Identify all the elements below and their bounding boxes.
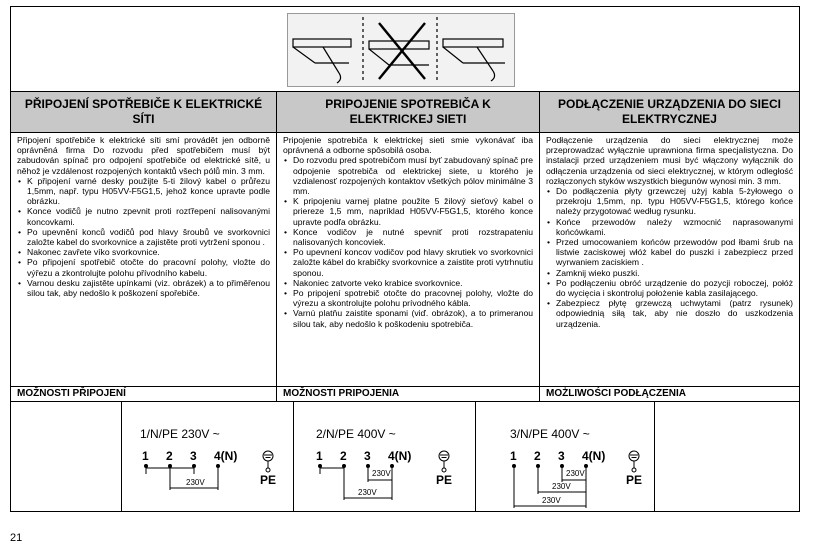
terminal-label: 3 xyxy=(190,449,197,463)
voltage-label: 230V xyxy=(358,488,377,497)
supply-label: 2/N/PE 400V ~ xyxy=(316,427,396,441)
page-number: 21 xyxy=(10,532,23,544)
connection-options-heading-pl: MOŻLIWOŚCI PODŁĄCZENIA xyxy=(546,388,686,399)
list-item: • Po připojení spotřebič otočte do pracovní polohy, vložte do výřezu a zkontrolujte polohu přívodního kabelu. xyxy=(17,257,270,277)
terminal-label: 4(N) xyxy=(214,449,238,463)
instruction-list xyxy=(283,155,533,328)
terminal-label: 3 xyxy=(364,449,371,463)
list-item: • Po pripojení spotrebič otočte do pracovnej polohy, vložte do výrezu a skontrolujte polohu prívodného kábla. xyxy=(283,288,533,308)
earth-icon xyxy=(629,451,639,472)
list-item: • Przed umocowaniem końców przewodów pod łbami śrub na listwie zaciskowej włóż kabel do puszki i zabezpiecz przed wyrwaniem zaciskiem . xyxy=(546,237,793,268)
wiring-diagram-3 xyxy=(476,402,654,512)
list-item: • Zabezpiecz płytę grzewczą uchwytami (patrz rysunek) odpowiednią siłą tak, aby nie doszło do uszkodzenia urządzenia. xyxy=(546,298,793,329)
instructions-sk xyxy=(277,133,539,386)
connection-options-heading-sk: MOŽNOSTI PRIPOJENIA xyxy=(283,388,400,399)
list-item: • Varnú platňu zaistite sponami (viď. obrázok), a to primeranou silou tak, aby nedošlo k poškodeniu spotrebiča. xyxy=(283,308,533,328)
voltage-label: 230V xyxy=(542,496,561,505)
section-heading-pl: PODŁĄCZENIE URZĄDZENIA DO SIECI ELEKTRYCZNEJ xyxy=(540,92,799,132)
list-item: • Varnou desku zajistěte upínkami (viz. obrázek) a to přiměřenou silou tak, aby nedošlo k poškození spořebiče. xyxy=(17,278,270,298)
terminal-label: 2 xyxy=(166,449,173,463)
terminal-label: 1 xyxy=(142,449,149,463)
list-item: • K pripojeniu varnej platne použite 5 žilový sieťový kabel o priereze 1,5 mm, napríklad H05VV-F5G1,5, ktorého konce upravte podľa obrázku. xyxy=(283,196,533,227)
terminal-label: 4(N) xyxy=(582,449,606,463)
terminal-label: 4(N) xyxy=(388,449,412,463)
terminal-label: 1 xyxy=(316,449,323,463)
supply-label: 1/N/PE 230V ~ xyxy=(140,427,220,441)
pe-label: PE xyxy=(260,473,277,487)
instructions-pl xyxy=(540,133,799,386)
list-item: • K připojení varné desky použijte 5-ti žilový kabel o průřezu 1,5mm, např. typu H05VV-F5G1,5, jehož konce upravte podle obrázku. xyxy=(17,176,270,207)
terminal-label: 2 xyxy=(340,449,347,463)
terminal-label: 1 xyxy=(510,449,517,463)
divider xyxy=(654,401,655,512)
list-item: • Końce przewodów należy wzmocnić naprasowanymi końcówkami. xyxy=(546,217,793,237)
voltage-label: 230V xyxy=(566,469,585,478)
intro-text: Podłączenie urządzenia do sieci elektrycznej może przeprowadzać wyłącznie uprawniona firma specjalistyczna. Do instalacji przed urządzeniem musi być włączony wyłącznik do odłączenia urządzenia od sieci elektrycznej, w którym odległość rozłączonych styków wszystkich biegunów wynosi min. 3 mm. xyxy=(546,135,793,186)
wiring-diagram-1 xyxy=(122,402,292,512)
list-item: • Nakoniec zatvorte veko krabice svorkovnice. xyxy=(283,278,533,288)
instruction-list xyxy=(546,186,793,329)
earth-icon xyxy=(439,451,449,472)
list-item: • Po podłączeniu obróć urządzenie do pozycji roboczej, połóż do wycięcia i skontroluj położenie kabla zasilającego. xyxy=(546,278,793,298)
list-item: • Do rozvodu pred spotrebičom musí byť zabudovaný spínač pre odpojenie spotrebiča od elektrickej siete, u ktorého je vzdialenosť rozpojených kontaktov všetkých pólov minimálne 3 mm. xyxy=(283,155,533,196)
list-item: • Do podłączenia płyty grzewczej użyj kabla 5-żyłowego o przekroju 1,5mm, np. typu H05VV-F5G1,5, którego końce należy przygotować według rysunku. xyxy=(546,186,793,217)
terminal-label: 3 xyxy=(558,449,565,463)
intro-text: Pripojenie spotrebiča k elektrickej sieti smie vykonávať iba oprávnená a odborne spôsobilá osoba. xyxy=(283,135,533,156)
voltage-label: 230V xyxy=(552,482,571,491)
list-item: • Zamknij wieko puszki. xyxy=(546,268,793,278)
intro-text: Připojení spotřebiče k elektrické síti smí provádět jen odborně oprávněná firma Do rozvodu před spotřebičem musí být zabudován spínač pro odpojení spotřebiče od elektrické sítě, u něhož je vzdálenost rozpojených kontaktů všech pólů min. 3 mm. xyxy=(17,135,270,176)
terminal-label: 2 xyxy=(534,449,541,463)
cable-installation-illustration xyxy=(287,13,515,87)
voltage-label: 230V xyxy=(372,469,391,478)
connection-options-heading-cz: MOŽNOSTI PŘIPOJENÍ xyxy=(17,388,126,399)
voltage-label: 230V xyxy=(186,478,205,487)
document-page xyxy=(10,6,800,512)
section-heading-cz: PŘIPOJENÍ SPOTŘEBIČE K ELEKTRICKÉ SÍTI xyxy=(11,92,276,132)
pe-label: PE xyxy=(626,473,643,487)
list-item: • Po upevnení koncov vodičov pod hlavy skrutiek vo svorkovnici založte kábel do krabičky svorkovnice a zaistite proti vytrhnutiu sponou. xyxy=(283,247,533,278)
section-heading-sk: PRIPOJENIE SPOTREBIČA K ELEKTRICKEJ SIETI xyxy=(277,92,539,132)
list-item: • Konce vodičů je nutno zpevnit proti rozťřepení nalisovanými koncovkami. xyxy=(17,206,270,226)
list-item: • Po upevnění konců vodičů pod hlavy šroubů ve svorkovnici založte kabel do svorkovnice a zajistěte proti vytržení sponou . xyxy=(17,227,270,247)
list-item: • Konce vodičov je nutné spevniť proti rozstrapateniu nalisovaných koncoviek. xyxy=(283,227,533,247)
supply-label: 3/N/PE 400V ~ xyxy=(510,427,590,441)
earth-icon xyxy=(263,451,273,472)
instructions-cz xyxy=(11,133,276,386)
instruction-list xyxy=(17,176,270,298)
list-item: • Nakonec zavřete víko svorkovnice. xyxy=(17,247,270,257)
pe-label: PE xyxy=(436,473,453,487)
wiring-diagram-2 xyxy=(294,402,474,512)
